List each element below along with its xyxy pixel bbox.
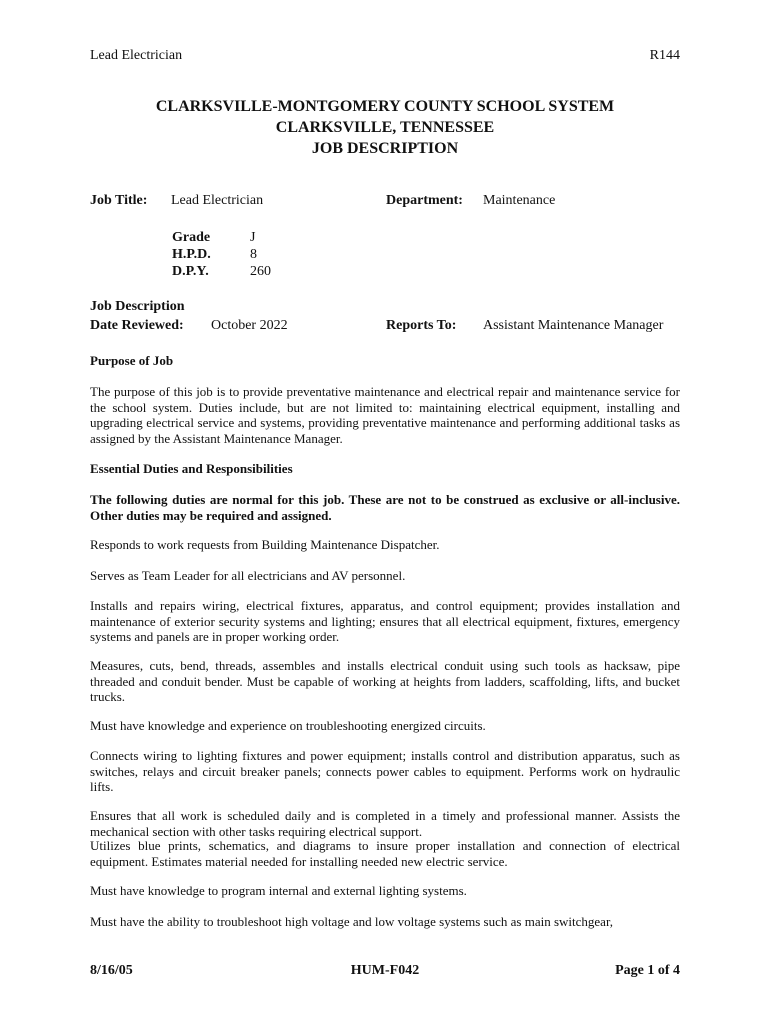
hpd-label: H.P.D.	[172, 247, 211, 262]
grade-value: J	[250, 230, 256, 245]
footer-page-number: Page 1 of 4	[615, 963, 680, 978]
duty-item: Utilizes blue prints, schematics, and diagrams to insure proper installation and connection of electrical equipment. Estimates material needed for installing needed new electric service.	[90, 838, 680, 869]
duty-item: Connects wiring to lighting fixtures and power equipment; installs control and distribution apparatus, such as switches, relays and circuit breaker panels; connects power cables to equipment. Performs work on hydraulic lifts.	[90, 748, 680, 794]
footer-date: 8/16/05	[90, 963, 133, 978]
purpose-text: The purpose of this job is to provide preventative maintenance and electrical repair and maintenance service for the school system. Duties include, but are not limited to: maintaining electrical equipment, installing and upgrading electrical service and systems, providing preventative maintenance and performing additional tasks as assigned by the Assistant Maintenance Manager.	[90, 384, 680, 446]
header-left: Lead Electrician	[90, 48, 183, 63]
department-label: Department:	[386, 193, 463, 208]
title-line-2: CLARKSVILLE, TENNESSEE	[275, 119, 495, 136]
date-reviewed-value: October 2022	[211, 318, 288, 333]
date-reviewed-label: Date Reviewed:	[90, 318, 184, 333]
duties-heading: Essential Duties and Responsibilities	[90, 461, 293, 476]
dpy-value: 260	[250, 264, 271, 279]
reports-to-label: Reports To:	[386, 318, 457, 333]
duty-item: Must have knowledge to program internal and external lighting systems.	[90, 883, 467, 898]
department-value: Maintenance	[483, 193, 556, 208]
duty-item: Must have knowledge and experience on troubleshooting energized circuits.	[90, 718, 486, 733]
footer-form-number: HUM-F042	[350, 963, 420, 978]
reports-to-value: Assistant Maintenance Manager	[483, 318, 664, 333]
duties-intro: The following duties are normal for this job. These are not to be construed as exclusive or all-inclusive. Other duties may be required and assigned.	[90, 492, 680, 523]
duty-item: Ensures that all work is scheduled daily and is completed in a timely and professional manner. Assists the mechanical section with other tasks requiring electrical support.	[90, 808, 680, 839]
hpd-value: 8	[250, 247, 257, 262]
dpy-label: D.P.Y.	[172, 264, 209, 279]
duty-item: Measures, cuts, bend, threads, assembles and installs electrical conduit using such tools as hacksaw, pipe threaded and conduit bender. Must be capable of working at heights from ladders, scaffolding, lifts, and bucket trucks.	[90, 658, 680, 704]
title-line-3: JOB DESCRIPTION	[311, 140, 459, 157]
duty-item: Serves as Team Leader for all electricians and AV personnel.	[90, 568, 406, 583]
duty-item: Responds to work requests from Building Maintenance Dispatcher.	[90, 537, 440, 552]
title-line-1: CLARKSVILLE-MONTGOMERY COUNTY SCHOOL SYSTEM	[155, 98, 615, 115]
job-title-value: Lead Electrician	[171, 193, 264, 208]
job-description-label: Job Description	[90, 299, 185, 314]
purpose-heading: Purpose of Job	[90, 353, 174, 368]
duty-item: Must have the ability to troubleshoot high voltage and low voltage systems such as main switchgear,	[90, 914, 613, 929]
document-title	[0, 96, 770, 159]
grade-label: Grade	[172, 230, 211, 245]
duty-item: Installs and repairs wiring, electrical fixtures, apparatus, and control equipment; provides installation and maintenance of exterior security systems and lighting; ensures that all electrical equipment, fixtures, emergency systems and panels are in proper working order.	[90, 598, 680, 644]
header-right: R144	[649, 48, 680, 63]
job-title-label: Job Title:	[90, 193, 148, 208]
